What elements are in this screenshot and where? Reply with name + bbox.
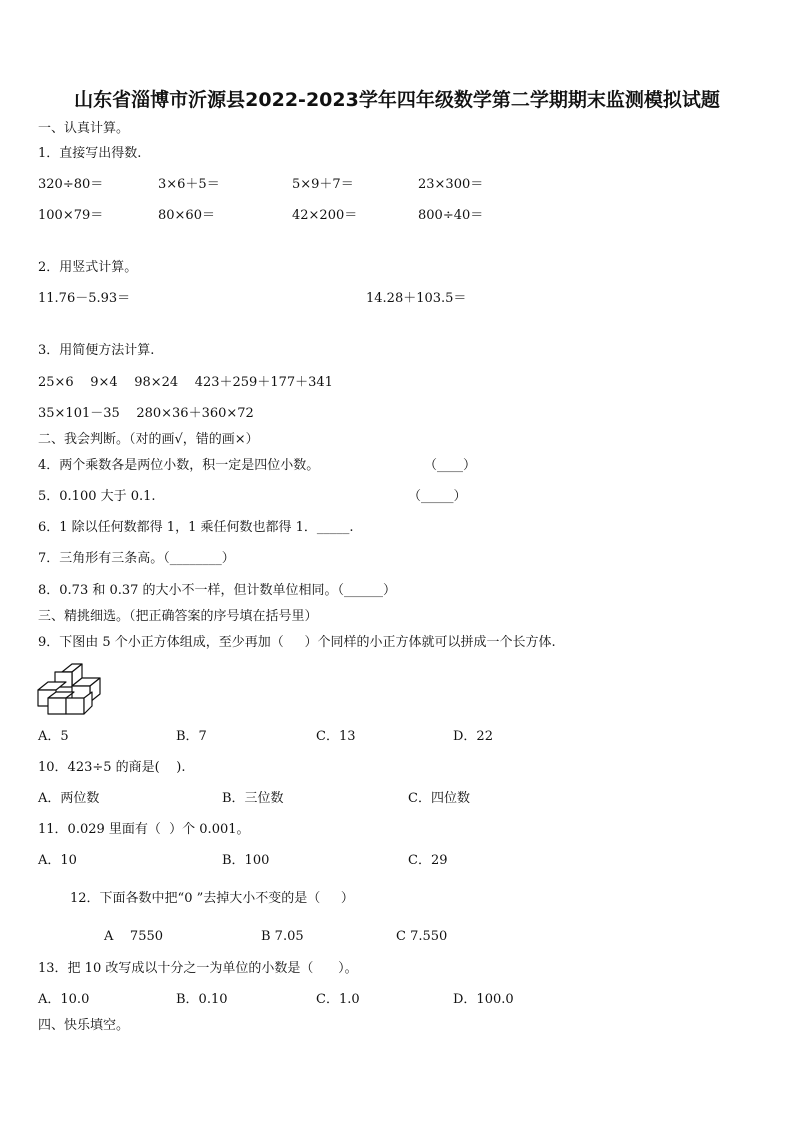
- q2-stem: 2．用竖式计算。: [38, 260, 138, 275]
- section-3-heading: 三、精挑细选。（把正确答案的序号填在括号里）: [38, 609, 318, 624]
- q1-stem: 1．直接写出得数.: [38, 146, 142, 161]
- q12-stem: 12．下面各数中把“0 ”去掉大小不变的是（ ）: [70, 891, 354, 906]
- q13-option-a: A．10.0: [38, 992, 90, 1007]
- q11-option-a: A．10: [38, 853, 77, 868]
- q10-option-c: C．四位数: [408, 791, 470, 806]
- q1-item: 800÷40＝: [418, 208, 484, 223]
- q4-blank: （____）: [424, 458, 477, 473]
- q1-item: 80×60＝: [158, 208, 215, 223]
- q9-option-d: D．22: [453, 729, 493, 744]
- q13-option-d: D．100.0: [453, 992, 514, 1007]
- q1-item: 5×9＋7＝: [292, 177, 354, 192]
- page-title: 山东省淄博市沂源县2022-2023学年四年级数学第二学期期末监测模拟试题: [74, 89, 720, 111]
- q9-option-c: C．13: [316, 729, 356, 744]
- q9-option-a: A．5: [38, 729, 69, 744]
- q5-blank: （_____）: [408, 489, 467, 504]
- q13-option-c: C．1.0: [316, 992, 360, 1007]
- q13-option-b: B．0.10: [176, 992, 228, 1007]
- q1-item: 3×6＋5＝: [158, 177, 220, 192]
- cube-stack-figure: [36, 662, 102, 716]
- q11-option-b: B．100: [222, 853, 270, 868]
- q8-text: 8．0.73 和 0.37 的大小不一样，但计数单位相同。（______）: [38, 583, 397, 598]
- q12-option-c: C 7.550: [396, 929, 448, 944]
- q1-item: 320÷80＝: [38, 177, 104, 192]
- q1-item: 42×200＝: [292, 208, 358, 223]
- section-2-heading: 二、我会判断。（对的画√，错的画×）: [38, 432, 259, 447]
- q11-option-c: C．29: [408, 853, 448, 868]
- q4-text: 4．两个乘数各是两位小数，积一定是四位小数。: [38, 458, 320, 473]
- q9-option-b: B．7: [176, 729, 207, 744]
- q2-item: 11.76－5.93＝: [38, 291, 131, 306]
- section-1-heading: 一、认真计算。: [38, 121, 130, 136]
- q9-stem: 9．下图由 5 个小正方体组成，至少再加（ ）个同样的小正方体就可以拼成一个长方体.: [38, 635, 556, 650]
- q3-line-1: 25×6 9×4 98×24 423＋259＋177＋341: [38, 375, 333, 390]
- q13-stem: 13．把 10 改写成以十分之一为单位的小数是（ ）。: [38, 961, 358, 976]
- q12-option-b: B 7.05: [261, 929, 304, 944]
- q2-item: 14.28＋103.5＝: [366, 291, 467, 306]
- q10-stem: 10．423÷5 的商是( ).: [38, 760, 186, 775]
- q7-text: 7．三角形有三条高。（________）: [38, 551, 235, 566]
- q10-option-b: B．三位数: [222, 791, 284, 806]
- q3-line-2: 35×101－35 280×36＋360×72: [38, 406, 254, 421]
- section-4-heading: 四、快乐填空。: [38, 1018, 130, 1033]
- q3-stem: 3．用简便方法计算.: [38, 343, 155, 358]
- q1-item: 23×300＝: [418, 177, 484, 192]
- q1-item: 100×79＝: [38, 208, 104, 223]
- q11-stem: 11．0.029 里面有（ ）个 0.001。: [38, 822, 250, 837]
- q6-text: 6．1 除以任何数都得 1，1 乘任何数也都得 1．_____.: [38, 520, 354, 535]
- q5-text: 5．0.100 大于 0.1.: [38, 489, 156, 504]
- q12-option-a: A 7550: [104, 929, 164, 944]
- q10-option-a: A．两位数: [38, 791, 100, 806]
